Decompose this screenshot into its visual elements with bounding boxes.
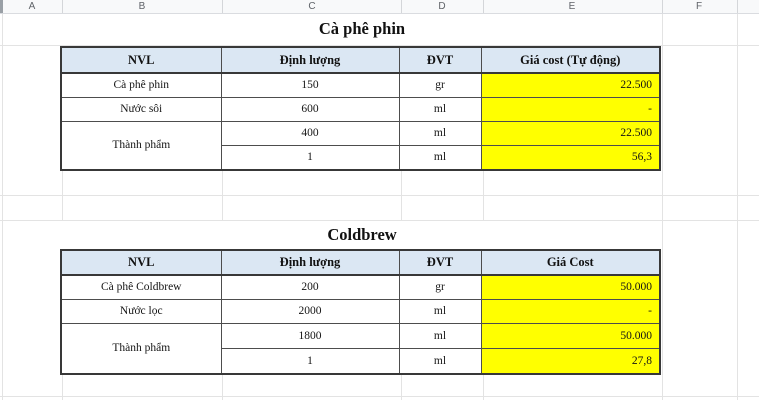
t1-r3-qty[interactable]: 400 (221, 121, 399, 145)
table-row (61, 275, 660, 299)
t1-r2-cost[interactable]: - (481, 97, 660, 121)
column-separator (737, 0, 738, 13)
cost-table-coldbrew (60, 249, 661, 375)
column-separator (401, 0, 402, 13)
table1-title-cell[interactable]: Cà phê phin (62, 13, 662, 45)
t1-r2-unit[interactable]: ml (399, 97, 481, 121)
t1-r1-nvl[interactable]: Cà phê phin (61, 73, 221, 97)
gridline-vertical (2, 13, 3, 400)
column-separator (222, 0, 223, 13)
t2-r2-unit[interactable]: ml (399, 299, 481, 323)
t2-r1-cost[interactable]: 50.000 (481, 275, 660, 299)
column-header-d[interactable]: D (438, 1, 446, 12)
t2-r4-cost[interactable]: 27,8 (481, 348, 660, 374)
t1-header-cost[interactable]: Giá cost (Tự động) (481, 47, 660, 73)
t2-r1-unit[interactable]: gr (399, 275, 481, 299)
t2-header-nvl[interactable]: NVL (61, 250, 221, 275)
t2-r3-qty[interactable]: 1800 (221, 323, 399, 348)
table-row (61, 73, 660, 97)
table-row (61, 299, 660, 323)
t2-r2-qty[interactable]: 2000 (221, 299, 399, 323)
column-header-strip (0, 0, 759, 14)
table-row (61, 97, 660, 121)
t2-r4-qty[interactable]: 1 (221, 348, 399, 374)
t1-r4-qty[interactable]: 1 (221, 145, 399, 170)
t1-r4-cost[interactable]: 56,3 (481, 145, 660, 170)
column-header-b[interactable]: B (138, 1, 146, 12)
t1-r2-qty[interactable]: 600 (221, 97, 399, 121)
t2-header-cost[interactable]: Giá Cost (481, 250, 660, 275)
t2-r3-cost[interactable]: 50.000 (481, 323, 660, 348)
column-header-f[interactable]: F (695, 1, 703, 12)
t1-r3-unit[interactable]: ml (399, 121, 481, 145)
t1-header-nvl[interactable]: NVL (61, 47, 221, 73)
column-separator (662, 0, 663, 13)
column-separator (483, 0, 484, 13)
t2-r1-nvl[interactable]: Cà phê Coldbrew (61, 275, 221, 299)
t2-header-unit[interactable]: ĐVT (399, 250, 481, 275)
t1-r3-cost[interactable]: 22.500 (481, 121, 660, 145)
t2-header-qty[interactable]: Định lượng (221, 250, 399, 275)
t1-r3-nvl-merged[interactable]: Thành phẩm (61, 121, 221, 170)
gridline-horizontal (0, 396, 759, 397)
column-header-e[interactable]: E (568, 1, 576, 12)
t1-r1-qty[interactable]: 150 (221, 73, 399, 97)
t1-header-qty[interactable]: Định lượng (221, 47, 399, 73)
t2-r2-nvl[interactable]: Nước lọc (61, 299, 221, 323)
t2-r3-unit[interactable]: ml (399, 323, 481, 348)
column-header-a[interactable]: A (28, 1, 36, 12)
t1-r1-cost[interactable]: 22.500 (481, 73, 660, 97)
table-row (61, 323, 660, 348)
t2-r2-cost[interactable]: - (481, 299, 660, 323)
t2-r4-unit[interactable]: ml (399, 348, 481, 374)
t1-r4-unit[interactable]: ml (399, 145, 481, 170)
t2-r1-qty[interactable]: 200 (221, 275, 399, 299)
t1-header-unit[interactable]: ĐVT (399, 47, 481, 73)
cost-table-ca-phe-phin (60, 46, 661, 171)
table2-title-cell[interactable]: Coldbrew (62, 220, 662, 249)
t1-r2-nvl[interactable]: Nước sôi (61, 97, 221, 121)
gridline-horizontal (0, 220, 759, 221)
gridline-vertical (662, 13, 663, 400)
column-separator (62, 0, 63, 13)
column-header-c[interactable]: C (308, 1, 316, 12)
t1-r1-unit[interactable]: gr (399, 73, 481, 97)
t2-r3-nvl-merged[interactable]: Thành phẩm (61, 323, 221, 374)
row-header-edge (0, 0, 3, 13)
table-row (61, 121, 660, 145)
gridline-vertical (737, 13, 738, 400)
gridline-horizontal (0, 195, 759, 196)
